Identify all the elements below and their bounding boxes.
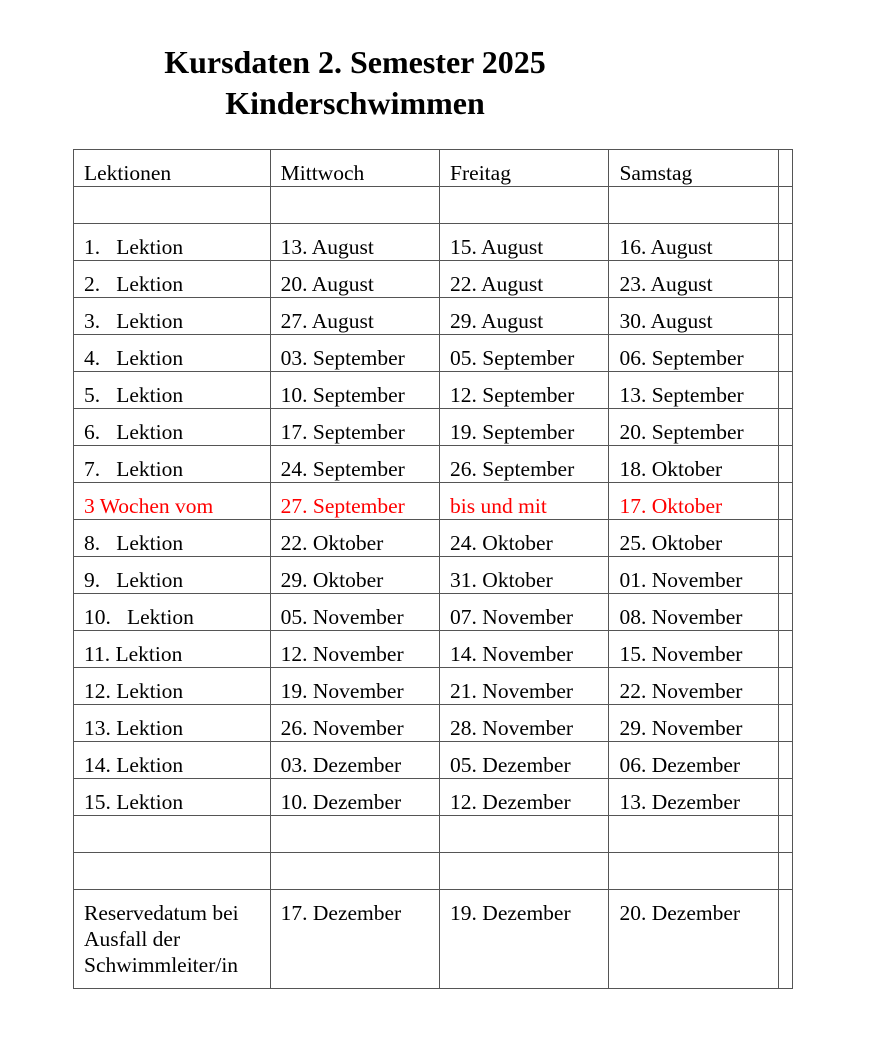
- cell-saturday: 22. November: [609, 668, 778, 705]
- table-row: [74, 520, 793, 557]
- cell-wednesday: [270, 187, 439, 224]
- cell-wednesday: 03. Dezember: [270, 742, 439, 779]
- table-row-reserve: [74, 890, 793, 989]
- table-row: [74, 631, 793, 668]
- cell-extra: [778, 890, 792, 989]
- cell-saturday: 13. September: [609, 372, 778, 409]
- cell-extra: [778, 335, 792, 372]
- cell-wednesday: 27. September: [270, 483, 439, 520]
- cell-friday: [440, 816, 609, 853]
- cell-lesson: [74, 816, 271, 853]
- cell-friday: 19. September: [440, 409, 609, 446]
- cell-extra: [778, 372, 792, 409]
- cell-reserve-wednesday: 17. Dezember: [270, 890, 439, 989]
- cell-friday: 28. November: [440, 705, 609, 742]
- cell-saturday: 29. November: [609, 705, 778, 742]
- cell-friday: 05. September: [440, 335, 609, 372]
- cell-friday: 12. September: [440, 372, 609, 409]
- cell-reserve-label: Reservedatum bei Ausfall der Schwimmleiter/in: [74, 890, 271, 989]
- cell-extra: [778, 298, 792, 335]
- cell-wednesday: 19. November: [270, 668, 439, 705]
- cell-friday: 21. November: [440, 668, 609, 705]
- cell-lesson: 9. Lektion: [74, 557, 271, 594]
- table-row: [74, 705, 793, 742]
- cell-extra: [778, 187, 792, 224]
- cell-wednesday: 27. August: [270, 298, 439, 335]
- cell-saturday: [609, 853, 778, 890]
- cell-extra: [778, 557, 792, 594]
- cell-extra: [778, 779, 792, 816]
- cell-lesson: 11. Lektion: [74, 631, 271, 668]
- cell-lesson: [74, 187, 271, 224]
- cell-lesson: 8. Lektion: [74, 520, 271, 557]
- cell-extra: [778, 742, 792, 779]
- cell-friday: [440, 853, 609, 890]
- cell-extra: [778, 446, 792, 483]
- cell-extra: [778, 816, 792, 853]
- cell-saturday: 16. August: [609, 224, 778, 261]
- cell-extra: [778, 594, 792, 631]
- cell-friday: [440, 187, 609, 224]
- cell-lesson: [74, 853, 271, 890]
- cell-lesson: 4. Lektion: [74, 335, 271, 372]
- cell-saturday: [609, 187, 778, 224]
- cell-saturday: 30. August: [609, 298, 778, 335]
- cell-saturday: 23. August: [609, 261, 778, 298]
- cell-saturday: 01. November: [609, 557, 778, 594]
- cell-wednesday: 17. September: [270, 409, 439, 446]
- cell-wednesday: 13. August: [270, 224, 439, 261]
- header-samstag: Samstag: [609, 150, 778, 187]
- cell-wednesday: [270, 816, 439, 853]
- table-row: [74, 446, 793, 483]
- cell-lesson: 12. Lektion: [74, 668, 271, 705]
- cell-friday: 07. November: [440, 594, 609, 631]
- cell-wednesday: 12. November: [270, 631, 439, 668]
- cell-saturday: 08. November: [609, 594, 778, 631]
- course-schedule-table: [73, 149, 793, 989]
- header-lektionen: Lektionen: [74, 150, 271, 187]
- cell-saturday: 15. November: [609, 631, 778, 668]
- cell-extra: [778, 483, 792, 520]
- cell-wednesday: 29. Oktober: [270, 557, 439, 594]
- cell-wednesday: 20. August: [270, 261, 439, 298]
- table-header-row: [74, 150, 793, 187]
- header-freitag: Freitag: [440, 150, 609, 187]
- cell-friday: 31. Oktober: [440, 557, 609, 594]
- cell-saturday: 25. Oktober: [609, 520, 778, 557]
- cell-lesson: 14. Lektion: [74, 742, 271, 779]
- cell-wednesday: 22. Oktober: [270, 520, 439, 557]
- cell-extra: [778, 261, 792, 298]
- cell-extra: [778, 631, 792, 668]
- cell-wednesday: 24. September: [270, 446, 439, 483]
- cell-extra: [778, 224, 792, 261]
- table-row-empty: [74, 816, 793, 853]
- cell-wednesday: [270, 853, 439, 890]
- table-row-break-notice: [74, 483, 793, 520]
- cell-saturday: 13. Dezember: [609, 779, 778, 816]
- table-row: [74, 298, 793, 335]
- table-row-empty: [74, 187, 793, 224]
- cell-saturday: 06. September: [609, 335, 778, 372]
- cell-extra: [778, 705, 792, 742]
- cell-friday: 12. Dezember: [440, 779, 609, 816]
- table-row: [74, 742, 793, 779]
- table-row: [74, 261, 793, 298]
- cell-lesson: 13. Lektion: [74, 705, 271, 742]
- cell-friday: 22. August: [440, 261, 609, 298]
- table-row: [74, 594, 793, 631]
- cell-friday: 14. November: [440, 631, 609, 668]
- cell-lesson: 15. Lektion: [74, 779, 271, 816]
- cell-extra: [778, 668, 792, 705]
- table-row: [74, 779, 793, 816]
- cell-lesson: 6. Lektion: [74, 409, 271, 446]
- cell-friday: 26. September: [440, 446, 609, 483]
- cell-lesson: 5. Lektion: [74, 372, 271, 409]
- cell-friday: 15. August: [440, 224, 609, 261]
- cell-lesson: 2. Lektion: [74, 261, 271, 298]
- cell-extra: [778, 520, 792, 557]
- cell-wednesday: 26. November: [270, 705, 439, 742]
- header-extra: [778, 150, 792, 187]
- cell-wednesday: 10. September: [270, 372, 439, 409]
- cell-friday: 24. Oktober: [440, 520, 609, 557]
- cell-wednesday: 05. November: [270, 594, 439, 631]
- cell-lesson: 10. Lektion: [74, 594, 271, 631]
- cell-saturday: 06. Dezember: [609, 742, 778, 779]
- cell-extra: [778, 409, 792, 446]
- cell-lesson: 7. Lektion: [74, 446, 271, 483]
- document-title: Kursdaten 2. Semester 2025: [164, 44, 546, 80]
- cell-lesson: 3. Lektion: [74, 298, 271, 335]
- cell-friday: 29. August: [440, 298, 609, 335]
- cell-saturday: 17. Oktober: [609, 483, 778, 520]
- cell-reserve-friday: 19. Dezember: [440, 890, 609, 989]
- table-row: [74, 372, 793, 409]
- cell-wednesday: 03. September: [270, 335, 439, 372]
- cell-lesson: 1. Lektion: [74, 224, 271, 261]
- table-row: [74, 335, 793, 372]
- cell-reserve-saturday: 20. Dezember: [609, 890, 778, 989]
- cell-saturday: 18. Oktober: [609, 446, 778, 483]
- cell-wednesday: 10. Dezember: [270, 779, 439, 816]
- cell-friday: bis und mit: [440, 483, 609, 520]
- header-mittwoch: Mittwoch: [270, 150, 439, 187]
- table-row: [74, 557, 793, 594]
- table-row: [74, 224, 793, 261]
- cell-saturday: [609, 816, 778, 853]
- cell-saturday: 20. September: [609, 409, 778, 446]
- document-subtitle: Kinderschwimmen: [225, 85, 485, 121]
- cell-friday: 05. Dezember: [440, 742, 609, 779]
- cell-lesson: 3 Wochen vom: [74, 483, 271, 520]
- table-row: [74, 409, 793, 446]
- cell-extra: [778, 853, 792, 890]
- table-row-empty: [74, 853, 793, 890]
- table-row: [74, 668, 793, 705]
